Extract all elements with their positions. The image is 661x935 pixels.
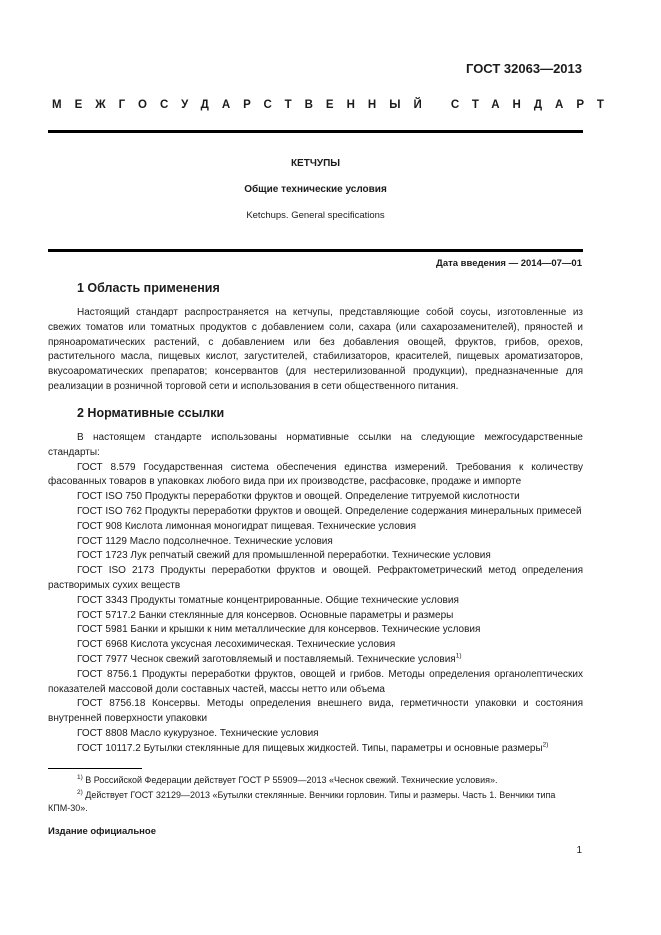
reference-item-footnoted xyxy=(48,742,583,757)
reference-text: ГОСТ 10117.2 Бутылки стеклянные для пищевых жидкостей. Типы, параметры и основные размеры xyxy=(77,742,543,754)
footnote-1-mark: 1) xyxy=(77,774,83,781)
reference-item: ГОСТ 3343 Продукты томатные концентрированные. Общие технические условия xyxy=(77,594,459,606)
header-rule xyxy=(48,130,583,133)
footnote-2 xyxy=(48,789,583,815)
footnote-mark-1: 1) xyxy=(455,652,462,660)
reference-item: ГОСТ ISO 750 Продукты переработки фруктов и овощей. Определение титруемой кислотности xyxy=(77,491,520,503)
footnote-2-text: Действует ГОСТ 32129—2013 «Бутылки стеклянные. Венчики горловин. Типы и размеры. Часть 1. Венчики типа КПМ-30». xyxy=(48,790,556,813)
interstate-standard-label: МЕЖГОСУДАРСТВЕННЫЙ СТАНДАРТ xyxy=(52,99,617,111)
reference-item-footnoted xyxy=(48,653,583,668)
document-code: ГОСТ 32063—2013 xyxy=(466,61,582,76)
references-intro: В настоящем стандарте использованы нормативные ссылки на следующие межгосударственные стандарты: xyxy=(48,432,583,458)
footnote-separator xyxy=(48,768,142,769)
footnote-2-mark: 2) xyxy=(77,789,83,796)
reference-item: ГОСТ 8756.1 Продукты переработки фруктов, овощей и грибов. Методы определения органолептических показателей массовой доли составных частей, массы нетто или объема xyxy=(48,668,583,695)
reference-item: ГОСТ ISO 762 Продукты переработки фруктов и овощей. Определение содержания минеральных примесей xyxy=(77,505,582,517)
reference-item: ГОСТ 6968 Кислота уксусная лесохимическая. Технические условия xyxy=(77,639,396,651)
page-number: 1 xyxy=(576,845,582,856)
reference-item: ГОСТ 908 Кислота лимонная моногидрат пищевая. Технические условия xyxy=(77,520,417,532)
reference-item: ГОСТ 5981 Банки и крышки к ним металлические для консервов. Технические условия xyxy=(77,624,481,636)
reference-item: ГОСТ ISO 2173 Продукты переработки фруктов и овощей. Рефрактометрический метод определения растворимых сухих веществ xyxy=(48,565,583,591)
section-2-body xyxy=(48,431,583,757)
reference-item: ГОСТ 8756.18 Консервы. Методы определения внешнего вида, герметичности упаковки и состояния внутренней поверхности упаковки xyxy=(48,698,583,725)
scope-paragraph: Настоящий стандарт распространяется на кетчупы, представляющие собой соусы, изготовленные из свежих томатов или томатных продуктов с добавлением соли, сахара (или сахарозаменителей), пряностей и пряноароматических растений, с добавлением или без добавления овощей, фруктов, грибов, орехов, растительного масла, пищевых кислот, загустителей, стабилизаторов, красителей, пищевых ароматизаторов, вкусоароматических препаратов; консервантов (для нестерилизованной продукции), предназначенные для реализации в розничной торговой сети и использования в сети общественного питания. xyxy=(48,307,583,392)
document-subtitle: Общие технические условия xyxy=(244,184,387,195)
official-edition-label: Издание официальное xyxy=(48,826,156,837)
reference-item: ГОСТ 1129 Масло подсолнечное. Технические условия xyxy=(77,535,333,547)
reference-item: ГОСТ 8808 Масло кукурузное. Технические условия xyxy=(77,727,319,739)
footnote-1-text: В Российской Федерации действует ГОСТ Р 55909—2013 «Чеснок свежий. Технические условия». xyxy=(85,775,498,785)
reference-item: ГОСТ 8.579 Государственная система обеспечения единства измерений. Требования к количеству фасованных товаров в упаковках любого вида при их производстве, расфасовке, продаже и импорте xyxy=(48,461,583,488)
section-1-heading: 1 Область применения xyxy=(77,281,220,295)
reference-item: ГОСТ 5717.2 Банки стеклянные для консервов. Основные параметры и размеры xyxy=(77,609,454,621)
section-2-heading: 2 Нормативные ссылки xyxy=(77,406,225,420)
document-title-english: Ketchups. General specifications xyxy=(246,210,385,221)
section-1-body xyxy=(48,306,583,395)
reference-item: ГОСТ 1723 Лук репчатый свежий для промышленной переработки. Технические условия xyxy=(77,550,491,562)
title-rule xyxy=(48,249,583,252)
footnote-1 xyxy=(48,774,583,787)
document-title: КЕТЧУПЫ xyxy=(290,158,341,169)
reference-text: ГОСТ 7977 Чеснок свежий заготовляемый и поставляемый. Технические условия xyxy=(77,653,456,665)
introduction-date: Дата введения — 2014—07—01 xyxy=(436,258,582,269)
footnote-mark-2: 2) xyxy=(542,741,549,749)
